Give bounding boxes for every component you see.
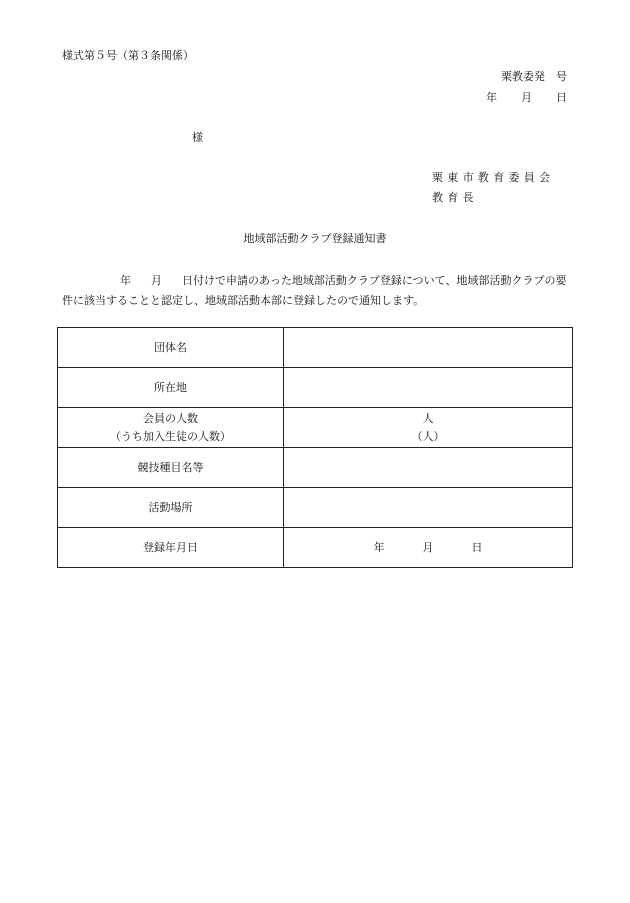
registration-info-table — [57, 327, 573, 568]
issuer-title: 教育長 — [432, 191, 478, 204]
row-value-member-count — [284, 408, 573, 448]
issue-date-year: 年 — [486, 91, 497, 104]
row-label-registration-date: 登録年月日 — [58, 528, 284, 568]
table-row — [58, 528, 573, 568]
member-count-label: 会員の人数 — [143, 411, 198, 425]
student-count-label: （うち加入生徒の人数） — [110, 429, 231, 443]
table-row — [58, 368, 573, 408]
row-value-registration-date — [284, 528, 573, 568]
table-row — [58, 328, 573, 368]
registration-month: 月 — [422, 541, 434, 554]
student-count-unit: （人） — [411, 429, 445, 443]
table-row — [58, 488, 573, 528]
issuer-organization: 栗東市教育委員会 — [432, 171, 555, 184]
body-text: 日付けで申請のあった地域部活動クラブ登録について、地域部活動クラブの要件に該当することと認定し、地域部活動本部に登録したので通知します。 — [62, 274, 567, 307]
table-row — [58, 448, 573, 488]
document-title: 地域部活動クラブ登録通知書 — [243, 232, 387, 245]
row-value-sport-event — [284, 448, 573, 488]
issue-date — [486, 92, 567, 103]
row-value-location — [284, 368, 573, 408]
row-label-location: 所在地 — [58, 368, 284, 408]
issue-date-month: 月 — [521, 91, 532, 104]
row-label-member-count — [58, 408, 284, 448]
row-label-activity-place: 活動場所 — [58, 488, 284, 528]
issue-date-day: 日 — [556, 91, 567, 104]
member-count-unit: 人 — [422, 411, 434, 425]
row-label-group-name: 団体名 — [58, 328, 284, 368]
row-label-sport-event: 競技種目名等 — [58, 448, 284, 488]
body-year: 年 — [120, 274, 131, 287]
row-value-activity-place — [284, 488, 573, 528]
registration-day: 日 — [471, 541, 483, 554]
row-value-group-name — [284, 328, 573, 368]
body-month: 月 — [151, 274, 162, 287]
recipient-honorific: 様 — [192, 131, 203, 144]
body-paragraph — [62, 271, 574, 311]
form-number: 様式第５号（第３条関係） — [62, 49, 194, 62]
document-number: 栗教委発 号 — [501, 70, 567, 83]
table-row — [58, 408, 573, 448]
registration-year: 年 — [373, 541, 385, 554]
